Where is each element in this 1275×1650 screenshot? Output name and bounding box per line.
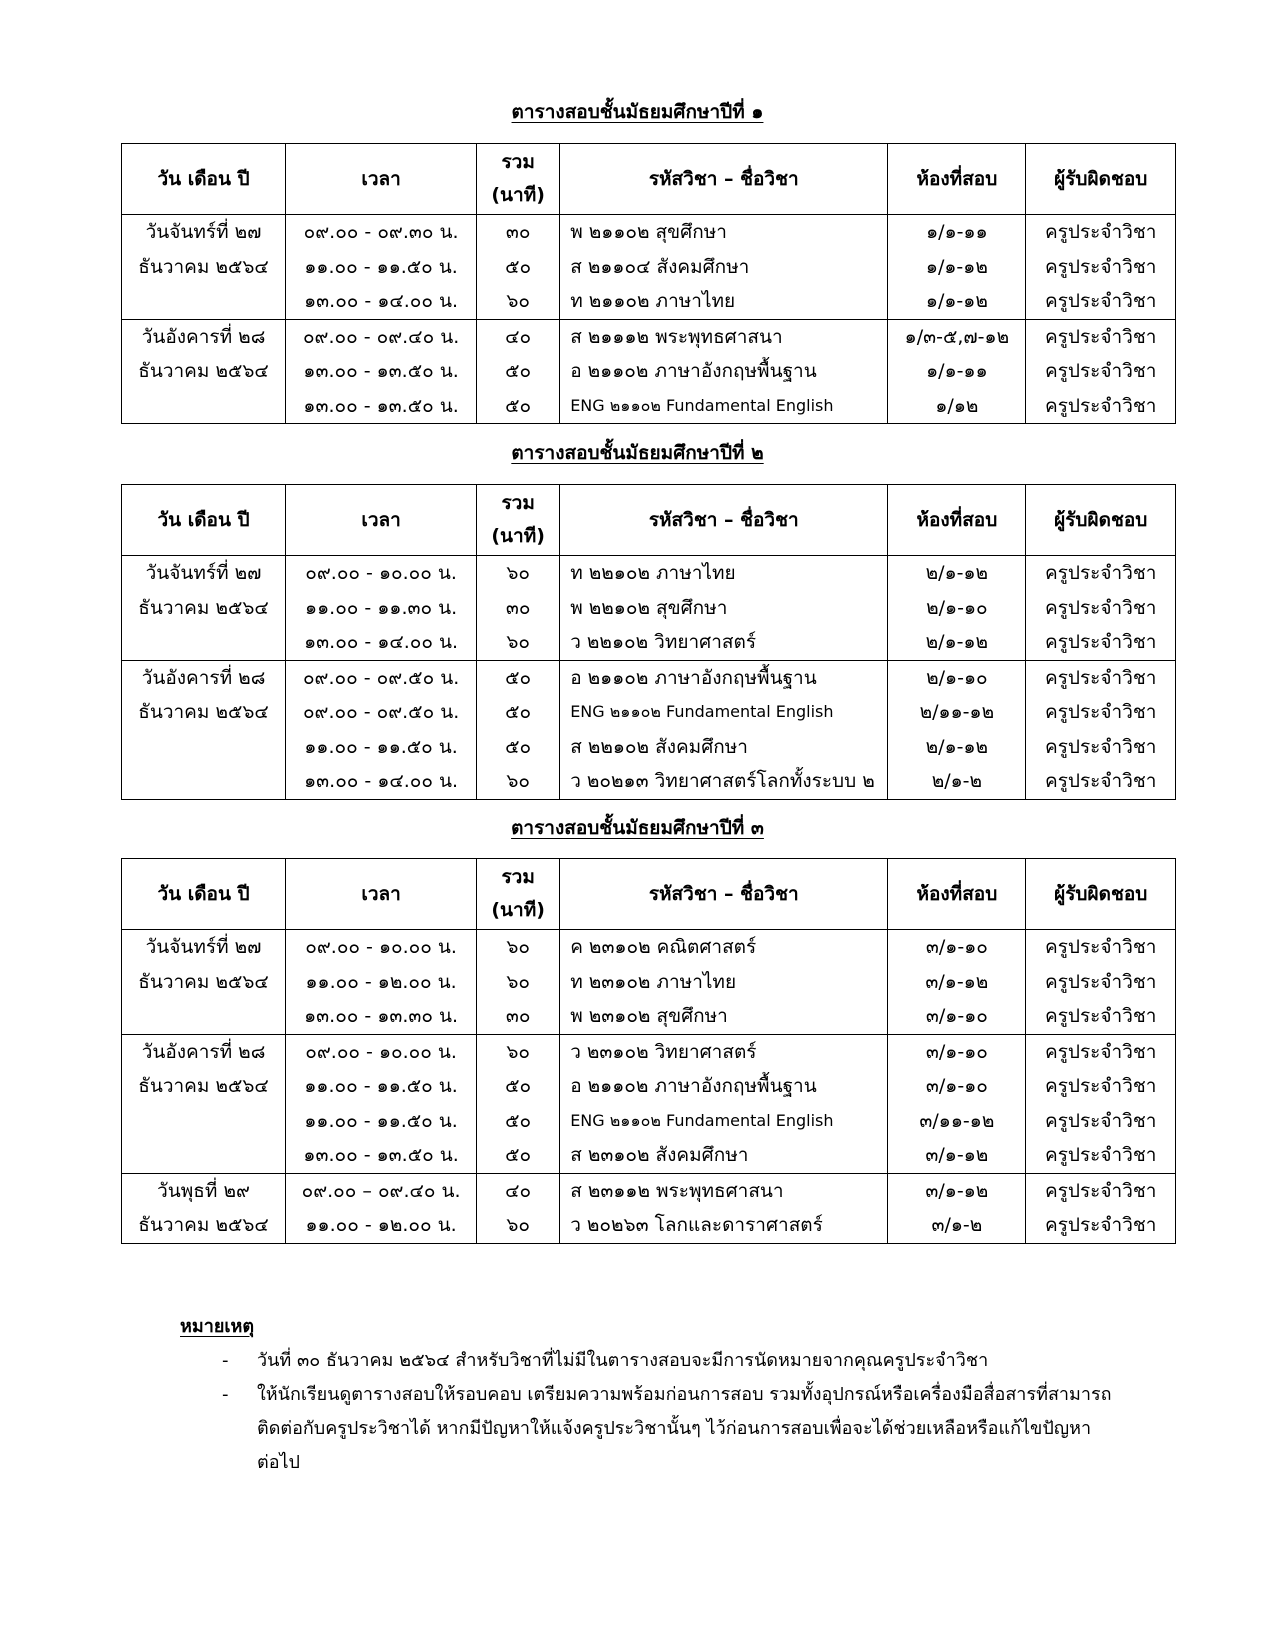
exam-responsible: ครูประจำวิชา	[1045, 1109, 1157, 1132]
exam-room: ๓/๑-๑๐	[925, 1040, 988, 1063]
header-label: วัน เดือน ปี	[157, 508, 250, 531]
exam-minutes: ๖๐	[506, 1214, 530, 1236]
minutes-cell	[477, 1173, 560, 1243]
subject-header	[560, 144, 888, 215]
room-header	[888, 485, 1026, 556]
exam-room: ๑/๑-๑๑	[926, 360, 988, 382]
date-group-row	[122, 319, 1176, 424]
exam-responsible: ครูประจำวิชา	[1045, 255, 1157, 278]
exam-minutes: ๔๐	[505, 325, 532, 348]
exam-responsible: ครูประจำวิชา	[1045, 666, 1157, 689]
time-header	[286, 859, 477, 930]
exam-time: ๐๙.๐๐ - ๐๙.๔๐ น.	[302, 325, 460, 348]
date-line: วันพุธที่ ๒๙	[157, 1179, 250, 1202]
responsible-cell	[1026, 1034, 1176, 1173]
header-label: (นาที)	[491, 899, 545, 921]
date-header	[122, 859, 286, 930]
subject-cell	[560, 1173, 888, 1243]
exam-minutes: ๕๐	[505, 394, 532, 417]
exam-minutes: ๖๐	[506, 936, 530, 958]
room-header	[888, 859, 1026, 930]
exam-room: ๓/๑-๑๐	[925, 1005, 988, 1027]
exam-responsible: ครูประจำวิชา	[1045, 1005, 1157, 1027]
exam-minutes: ๓๐	[505, 221, 531, 243]
exam-subject: ท ๒๓๑๐๒ ภาษาไทย	[570, 970, 737, 993]
subject-cell	[560, 215, 888, 320]
header-label: รวม	[501, 151, 535, 173]
time-cell	[286, 660, 477, 799]
bullet-dash: -	[222, 1384, 229, 1405]
exam-time: ๑๓.๐๐ - ๑๔.๐๐ น.	[304, 631, 459, 653]
date-line: วันอังคารที่ ๒๘	[141, 325, 266, 348]
date-line: วันจันทร์ที่ ๒๗	[145, 562, 262, 584]
subject-cell	[560, 319, 888, 424]
exam-responsible: ครูประจำวิชา	[1045, 1179, 1157, 1202]
exam-room: ๑/๑๒	[935, 394, 979, 417]
exam-subject: ว ๒๓๑๐๒ วิทยาศาสตร์	[570, 1040, 757, 1063]
exam-subject: อ ๒๑๑๐๒ ภาษาอังกฤษพื้นฐาน	[570, 1075, 817, 1097]
exam-subject: ส ๒๓๑๐๒ สังคมศึกษา	[570, 1144, 749, 1166]
minutes-cell	[477, 215, 560, 320]
exam-responsible: ครูประจำวิชา	[1045, 1040, 1157, 1063]
exam-room: ๓/๑-๑๒	[925, 970, 989, 993]
date-line: ธันวาคม ๒๕๖๔	[138, 701, 269, 723]
responsible-header	[1026, 144, 1176, 215]
exam-time: ๐๙.๐๐ - ๑๐.๐๐ น.	[305, 562, 457, 584]
header-label: รหัสวิชา – ชื่อวิชา	[648, 508, 799, 531]
date-line: วันจันทร์ที่ ๒๗	[145, 936, 262, 958]
responsible-cell	[1026, 319, 1176, 424]
exam-subject: ส ๒๑๑๐๔ สังคมศึกษา	[570, 255, 750, 278]
exam-subject: ว ๒๒๑๐๒ วิทยาศาสตร์	[570, 631, 757, 653]
date-line: ธันวาคม ๒๕๖๔	[138, 1214, 269, 1236]
header-label: เวลา	[361, 508, 401, 531]
exam-time: ๑๑.๐๐ - ๑๒.๐๐ น.	[305, 1214, 457, 1236]
minutes-cell	[477, 1034, 560, 1173]
exam-minutes: ๕๐	[505, 666, 532, 689]
responsible-cell	[1026, 215, 1176, 320]
exam-time: ๑๓.๐๐ - ๑๔.๐๐ น.	[304, 290, 459, 312]
date-cell	[122, 930, 286, 1035]
time-cell	[286, 215, 477, 320]
exam-subject: ค ๒๓๑๐๒ คณิตศาสตร์	[570, 936, 757, 958]
time-cell	[286, 556, 477, 661]
minutes-cell	[477, 930, 560, 1035]
exam-room: ๒/๑๑-๑๒	[919, 701, 995, 723]
header-label: ห้องที่สอบ	[916, 508, 998, 531]
exam-responsible: ครูประจำวิชา	[1045, 325, 1157, 348]
exam-minutes: ๖๐	[506, 562, 530, 584]
exam-time: ๑๓.๐๐ - ๑๓.๕๐ น.	[303, 394, 459, 417]
exam-subject: ENG ๒๑๑๐๒ Fundamental English	[570, 395, 834, 415]
exam-minutes: ๖๐	[506, 631, 530, 653]
exam-time: ๑๑.๐๐ - ๑๑.๕๐ น.	[304, 735, 458, 758]
exam-room: ๓/๑-๑๒	[925, 1179, 989, 1202]
exam-time: ๐๙.๐๐ - ๐๙.๕๐ น.	[302, 701, 460, 723]
header-label: รหัสวิชา – ชื่อวิชา	[648, 882, 799, 905]
exam-time: ๑๓.๐๐ - ๑๔.๐๐ น.	[304, 770, 459, 792]
minutes-cell	[477, 556, 560, 661]
exam-minutes: ๕๐	[505, 1075, 532, 1097]
exam-responsible: ครูประจำวิชา	[1045, 1075, 1157, 1097]
room-cell	[888, 1173, 1026, 1243]
exam-subject: ส ๒๒๑๐๒ สังคมศึกษา	[570, 735, 748, 758]
exam-responsible: ครูประจำวิชา	[1045, 290, 1157, 312]
exam-room: ๒/๑-๑๐	[926, 596, 988, 619]
exam-subject: อ ๒๑๑๐๒ ภาษาอังกฤษพื้นฐาน	[570, 666, 817, 689]
subject-cell	[560, 1034, 888, 1173]
exam-responsible: ครูประจำวิชา	[1045, 360, 1157, 382]
room-header	[888, 144, 1026, 215]
exam-table-m3	[121, 858, 1176, 1244]
room-cell	[888, 556, 1026, 661]
exam-subject: พ ๒๓๑๐๒ สุขศึกษา	[570, 1005, 728, 1027]
exam-time: ๐๙.๐๐ - ๑๐.๐๐ น.	[305, 1040, 457, 1063]
room-cell	[888, 660, 1026, 799]
exam-time: ๐๙.๐๐ - ๑๐.๐๐ น.	[305, 936, 457, 958]
note-line: วันที่ ๓๐ ธันวาคม ๒๕๖๔ สำหรับวิชาที่ไม่มีในตารางสอบจะมีการนัดหมายจากคุณครูประจำวิชา	[257, 1350, 989, 1371]
header-label: รวม	[501, 866, 535, 888]
exam-minutes: ๕๐	[505, 735, 532, 758]
exam-time: ๑๑.๐๐ - ๑๑.๕๐ น.	[304, 255, 458, 278]
date-group-row	[122, 1034, 1176, 1173]
section-title-m1: ตารางสอบชั้นมัธยมศึกษาปีที่ ๑	[511, 101, 764, 123]
date-group-row	[122, 556, 1176, 661]
notes-heading: หมายเหตุ	[180, 1316, 255, 1337]
exam-table-m2	[121, 484, 1176, 800]
exam-responsible: ครูประจำวิชา	[1045, 394, 1157, 417]
date-group-row	[122, 1173, 1176, 1243]
date-line: วันอังคารที่ ๒๘	[141, 666, 266, 689]
header-label: (นาที)	[491, 525, 545, 547]
responsible-header	[1026, 485, 1176, 556]
header-row	[122, 485, 1176, 556]
minutes-cell	[477, 660, 560, 799]
exam-subject: ส ๒๓๑๑๒ พระพุทธศาสนา	[570, 1179, 784, 1202]
exam-room: ๒/๑-๑๐	[926, 666, 988, 689]
date-header	[122, 485, 286, 556]
exam-subject: ท ๒๒๑๐๒ ภาษาไทย	[570, 562, 736, 584]
exam-minutes: ๕๐	[505, 701, 532, 723]
time-cell	[286, 930, 477, 1035]
date-line: วันจันทร์ที่ ๒๗	[145, 221, 262, 243]
note-line: ให้นักเรียนดูตารางสอบให้รอบคอบ เตรียมความพร้อมก่อนการสอบ รวมทั้งอุปกรณ์หรือเครื่องมือสื่อสารที่สามารถ	[257, 1384, 1112, 1405]
exam-responsible: ครูประจำวิชา	[1045, 221, 1157, 243]
exam-minutes: ๖๐	[506, 770, 530, 792]
exam-minutes: ๓๐	[505, 596, 531, 619]
date-cell	[122, 319, 286, 424]
date-cell	[122, 215, 286, 320]
exam-time: ๑๑.๐๐ - ๑๑.๕๐ น.	[304, 1109, 458, 1132]
date-cell	[122, 556, 286, 661]
time-cell	[286, 1034, 477, 1173]
exam-minutes: ๔๐	[505, 1179, 532, 1202]
exam-responsible: ครูประจำวิชา	[1045, 936, 1157, 958]
room-cell	[888, 215, 1026, 320]
section-title-m2: ตารางสอบชั้นมัธยมศึกษาปีที่ ๒	[511, 442, 764, 464]
bullet-dash: -	[222, 1350, 229, 1371]
exam-room: ๒/๑-๑๒	[925, 631, 989, 653]
exam-room: ๒/๑-๒	[931, 770, 983, 792]
exam-room: ๓/๑-๑๐	[925, 1075, 988, 1097]
exam-room: ๓/๑-๑๒	[925, 1144, 989, 1166]
responsible-header	[1026, 859, 1176, 930]
exam-room: ๒/๑-๑๒	[925, 735, 989, 758]
exam-subject: ว ๒๐๒๑๓ วิทยาศาสตร์โลกทั้งระบบ ๒	[570, 770, 875, 792]
exam-subject: ส ๒๑๑๑๒ พระพุทธศาสนา	[570, 325, 783, 348]
exam-time: ๑๓.๐๐ - ๑๓.๕๐ น.	[303, 360, 459, 382]
minutes-cell	[477, 319, 560, 424]
date-line: ธันวาคม ๒๕๖๔	[138, 360, 269, 382]
responsible-cell	[1026, 660, 1176, 799]
exam-responsible: ครูประจำวิชา	[1045, 970, 1157, 993]
exam-time: ๑๑.๐๐ - ๑๒.๐๐ น.	[305, 970, 457, 993]
exam-time: ๐๙.๐๐ – ๐๙.๔๐ น.	[301, 1179, 461, 1202]
time-header	[286, 485, 477, 556]
exam-subject: ENG ๒๑๑๐๒ Fundamental English	[570, 702, 834, 721]
exam-subject: พ ๒๒๑๐๒ สุขศึกษา	[570, 596, 728, 619]
date-line: วันอังคารที่ ๒๘	[141, 1040, 266, 1063]
date-line: ธันวาคม ๒๕๖๔	[138, 255, 269, 278]
exam-minutes: ๕๐	[505, 360, 532, 382]
minutes-header	[477, 859, 560, 930]
exam-room: ๑/๓-๕,๗-๑๒	[904, 325, 1010, 348]
responsible-cell	[1026, 556, 1176, 661]
exam-room: ๑/๑-๑๑	[926, 221, 988, 243]
exam-time: ๑๑.๐๐ - ๑๑.๕๐ น.	[304, 1075, 458, 1097]
exam-subject: ว ๒๐๒๖๓ โลกและดาราศาสตร์	[570, 1214, 823, 1236]
header-label: (นาที)	[491, 184, 545, 206]
exam-subject: ENG ๒๑๑๐๒ Fundamental English	[570, 1110, 834, 1130]
exam-minutes: ๕๐	[505, 1109, 532, 1132]
subject-cell	[560, 660, 888, 799]
exam-responsible: ครูประจำวิชา	[1045, 701, 1157, 723]
time-cell	[286, 319, 477, 424]
room-cell	[888, 1034, 1026, 1173]
exam-time: ๑๓.๐๐ - ๑๓.๓๐ น.	[304, 1005, 459, 1027]
exam-time: ๐๙.๐๐ - ๐๙.๓๐ น.	[303, 221, 459, 243]
exam-minutes: ๖๐	[506, 290, 530, 312]
subject-header	[560, 485, 888, 556]
subject-cell	[560, 556, 888, 661]
header-label: ผู้รับผิดชอบ	[1054, 882, 1148, 905]
note-item	[180, 1378, 1130, 1480]
header-label: ผู้รับผิดชอบ	[1054, 167, 1148, 190]
date-group-row	[122, 215, 1176, 320]
exam-responsible: ครูประจำวิชา	[1045, 562, 1157, 584]
exam-room: ๓/๑๑-๑๒	[919, 1109, 995, 1132]
date-line: ธันวาคม ๒๕๖๔	[138, 970, 269, 993]
subject-cell	[560, 930, 888, 1035]
header-label: ผู้รับผิดชอบ	[1054, 508, 1148, 531]
exam-minutes: ๖๐	[506, 970, 530, 993]
header-label: วัน เดือน ปี	[157, 882, 250, 905]
date-group-row	[122, 930, 1176, 1035]
time-header	[286, 144, 477, 215]
date-line: ธันวาคม ๒๕๖๔	[138, 596, 269, 619]
date-cell	[122, 1173, 286, 1243]
date-group-row	[122, 660, 1176, 799]
note-line: ติดต่อกับครูประวิชาได้ หากมีปัญหาให้แจ้งครูประวิชานั้นๆ ไว้ก่อนการสอบเพื่อจะได้ช่วยเหลือหรือแก้ไขปัญหา	[257, 1418, 1092, 1439]
date-line: ธันวาคม ๒๕๖๔	[138, 1075, 269, 1097]
exam-responsible: ครูประจำวิชา	[1045, 631, 1157, 653]
date-header	[122, 144, 286, 215]
exam-responsible: ครูประจำวิชา	[1045, 770, 1157, 792]
exam-room: ๓/๑-๒	[931, 1214, 983, 1236]
exam-room: ๑/๑-๑๒	[925, 255, 988, 278]
room-cell	[888, 930, 1026, 1035]
exam-time: ๐๙.๐๐ - ๐๙.๕๐ น.	[302, 666, 460, 689]
minutes-header	[477, 485, 560, 556]
note-item	[180, 1344, 1130, 1378]
note-line: ต่อไป	[257, 1452, 300, 1473]
exam-minutes: ๕๐	[505, 255, 532, 278]
exam-subject: พ ๒๑๑๐๒ สุขศึกษา	[570, 221, 727, 243]
section-title-m3: ตารางสอบชั้นมัธยมศึกษาปีที่ ๓	[511, 817, 764, 839]
exam-responsible: ครูประจำวิชา	[1045, 1144, 1157, 1166]
exam-responsible: ครูประจำวิชา	[1045, 596, 1157, 619]
header-label: วัน เดือน ปี	[157, 167, 250, 190]
date-cell	[122, 1034, 286, 1173]
exam-minutes: ๖๐	[506, 1040, 530, 1063]
exam-time: ๑๓.๐๐ - ๑๓.๕๐ น.	[303, 1144, 459, 1166]
subject-header	[560, 859, 888, 930]
header-label: เวลา	[361, 167, 401, 190]
exam-subject: อ ๒๑๑๐๒ ภาษาอังกฤษพื้นฐาน	[570, 360, 817, 382]
header-label: เวลา	[361, 882, 401, 905]
notes-section	[180, 1310, 1130, 1480]
responsible-cell	[1026, 1173, 1176, 1243]
exam-time: ๑๑.๐๐ - ๑๑.๓๐ น.	[305, 596, 458, 619]
header-label: รหัสวิชา – ชื่อวิชา	[648, 167, 799, 190]
header-label: ห้องที่สอบ	[916, 882, 998, 905]
header-row	[122, 144, 1176, 215]
exam-room: ๑/๑-๑๒	[925, 290, 988, 312]
room-cell	[888, 319, 1026, 424]
exam-room: ๒/๑-๑๒	[925, 562, 989, 584]
responsible-cell	[1026, 930, 1176, 1035]
exam-room: ๓/๑-๑๐	[925, 936, 988, 958]
exam-responsible: ครูประจำวิชา	[1045, 735, 1157, 758]
header-label: รวม	[501, 492, 535, 514]
date-cell	[122, 660, 286, 799]
header-label: ห้องที่สอบ	[916, 167, 998, 190]
exam-table-m1	[121, 143, 1176, 424]
minutes-header	[477, 144, 560, 215]
exam-subject: ท ๒๑๑๐๒ ภาษาไทย	[570, 290, 736, 312]
exam-minutes: ๓๐	[505, 1005, 531, 1027]
header-row	[122, 859, 1176, 930]
time-cell	[286, 1173, 477, 1243]
exam-responsible: ครูประจำวิชา	[1045, 1214, 1157, 1236]
exam-minutes: ๕๐	[505, 1144, 532, 1166]
